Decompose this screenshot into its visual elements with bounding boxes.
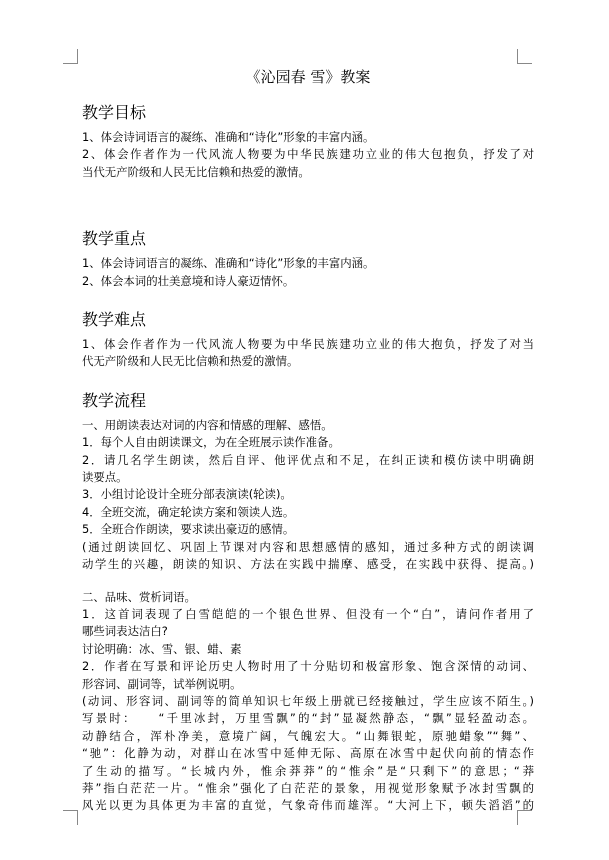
paragraph-line: 1、体会诗词语言的凝练、准确和“诗化”形象的丰富内涵。 [82,130,375,144]
paragraph-line: 5．全班合作朗读，要求读出豪迈的感情。 [82,522,295,537]
section-heading: 教学难点 [82,310,147,330]
paragraph-line: 二、品味、赏析词语。 [82,589,196,604]
paragraph-line: 当代无产阶级和人民无比信赖和热爱的激情。 [82,164,310,179]
paragraph-line: 动学生的兴趣，朗读的知识、方法在实践中揣摩、感受，在实践中获得、提高。) [82,557,534,572]
paragraph-line: 2．作者在写景和评论历史人物时用了十分贴切和极富形象、饱含深情的动词、 [82,659,534,674]
paragraph-line: 风光以更为具体更为丰富的直觉，气象奇伟而雄浑。“大河上下，顿失滔滔”的 [82,798,534,813]
paragraph-line: 2、体会本词的壮美意境和诗人豪迈情怀。 [82,273,295,288]
paragraph-line: 莽”指白茫茫一片。“惟余”强化了白茫茫的景象，用视觉形象赋予冰封雪飘的 [82,780,534,795]
document-title: 《沁园春 雪》教案 [245,68,371,86]
document-page [82,66,534,815]
paragraph-line: “驰”：化静为动，对群山在冰雪中延伸无际、高原在冰雪中起伏向前的情态作 [82,746,534,761]
paragraph-line: 4．全班交流，确定轮读方案和领读人选。 [82,504,295,519]
crop-mark-top-left [63,49,78,64]
section-heading: 教学重点 [82,229,147,249]
section-teaching-difficulty [82,309,534,371]
paragraph-line: 2．请几名学生朗读，然后自评、他评优点和不足，在纠正读和模仿读中明确朗 [82,452,534,467]
crop-mark-top-right [517,49,532,64]
section-heading: 教学目标 [82,103,147,122]
paragraph-line: (通过朗读回忆、巩固上节课对内容和思想感情的感知，通过多种方式的朗读调 [82,539,534,554]
section-teaching-focus [82,228,534,290]
paragraph-line: 1、体会诗词语言的凝练、准确和“诗化”形象的丰富内涵。 [82,256,375,271]
section-teaching-process [82,390,534,815]
paragraph-line: (动词、形容词、副词等的简单知识七年级上册就已经接触过，学生应该不陌生。) [82,693,534,708]
paragraph-line: 1．这首词表现了白雪皑皑的一个银色世界、但没有一个“白”，请问作者用了 [82,606,534,621]
paragraph-line: 哪些词表达洁白? [82,624,168,639]
paragraph-line: 形容词、副词等，试举例说明。 [82,676,242,691]
paragraph-line: 了生动的描写。“长城内外，惟余莽莽”的“惟余”是“只剩下”的意思；“莽 [82,763,534,778]
paragraph-line: 动静结合，浑朴净美，意境广阔，气魄宏大。“山舞银蛇，原驰蜡象”“舞”、 [82,728,534,743]
paragraph-line: 读要点。 [82,470,128,485]
section-teaching-objectives [82,102,534,181]
section-heading: 教学流程 [82,390,147,410]
paragraph-line: 代无产阶级和人民无比信赖和热爱的激情。 [82,354,299,369]
paragraph-line: 讨论明确：冰、雪、银、蜡、素 [82,641,242,656]
paragraph-line: 一、用朗读表达对词的内容和情感的理解、感悟。 [82,417,333,432]
paragraph-line: 3．小组讨论设计全班分部表演读(轮读)。 [82,487,292,502]
crop-mark-bottom-left [63,810,78,825]
paragraph-line: 2、体会作者作为一代风流人物要为中华民族建功立业的伟大包抱负，抒发了对 [82,147,534,162]
paragraph-line: 1、体会作者作为一代风流人物要为中华民族建功立业的伟大抱负，抒发了对当 [82,337,534,352]
paragraph-line: 1．每个人自由朗读课文，为在全班展示读作准备。 [82,435,340,450]
paragraph-line: 写景时： “千里冰封，万里雪飘”的“封”显凝然静态，“飘”显轻盈动态。 [82,711,534,726]
